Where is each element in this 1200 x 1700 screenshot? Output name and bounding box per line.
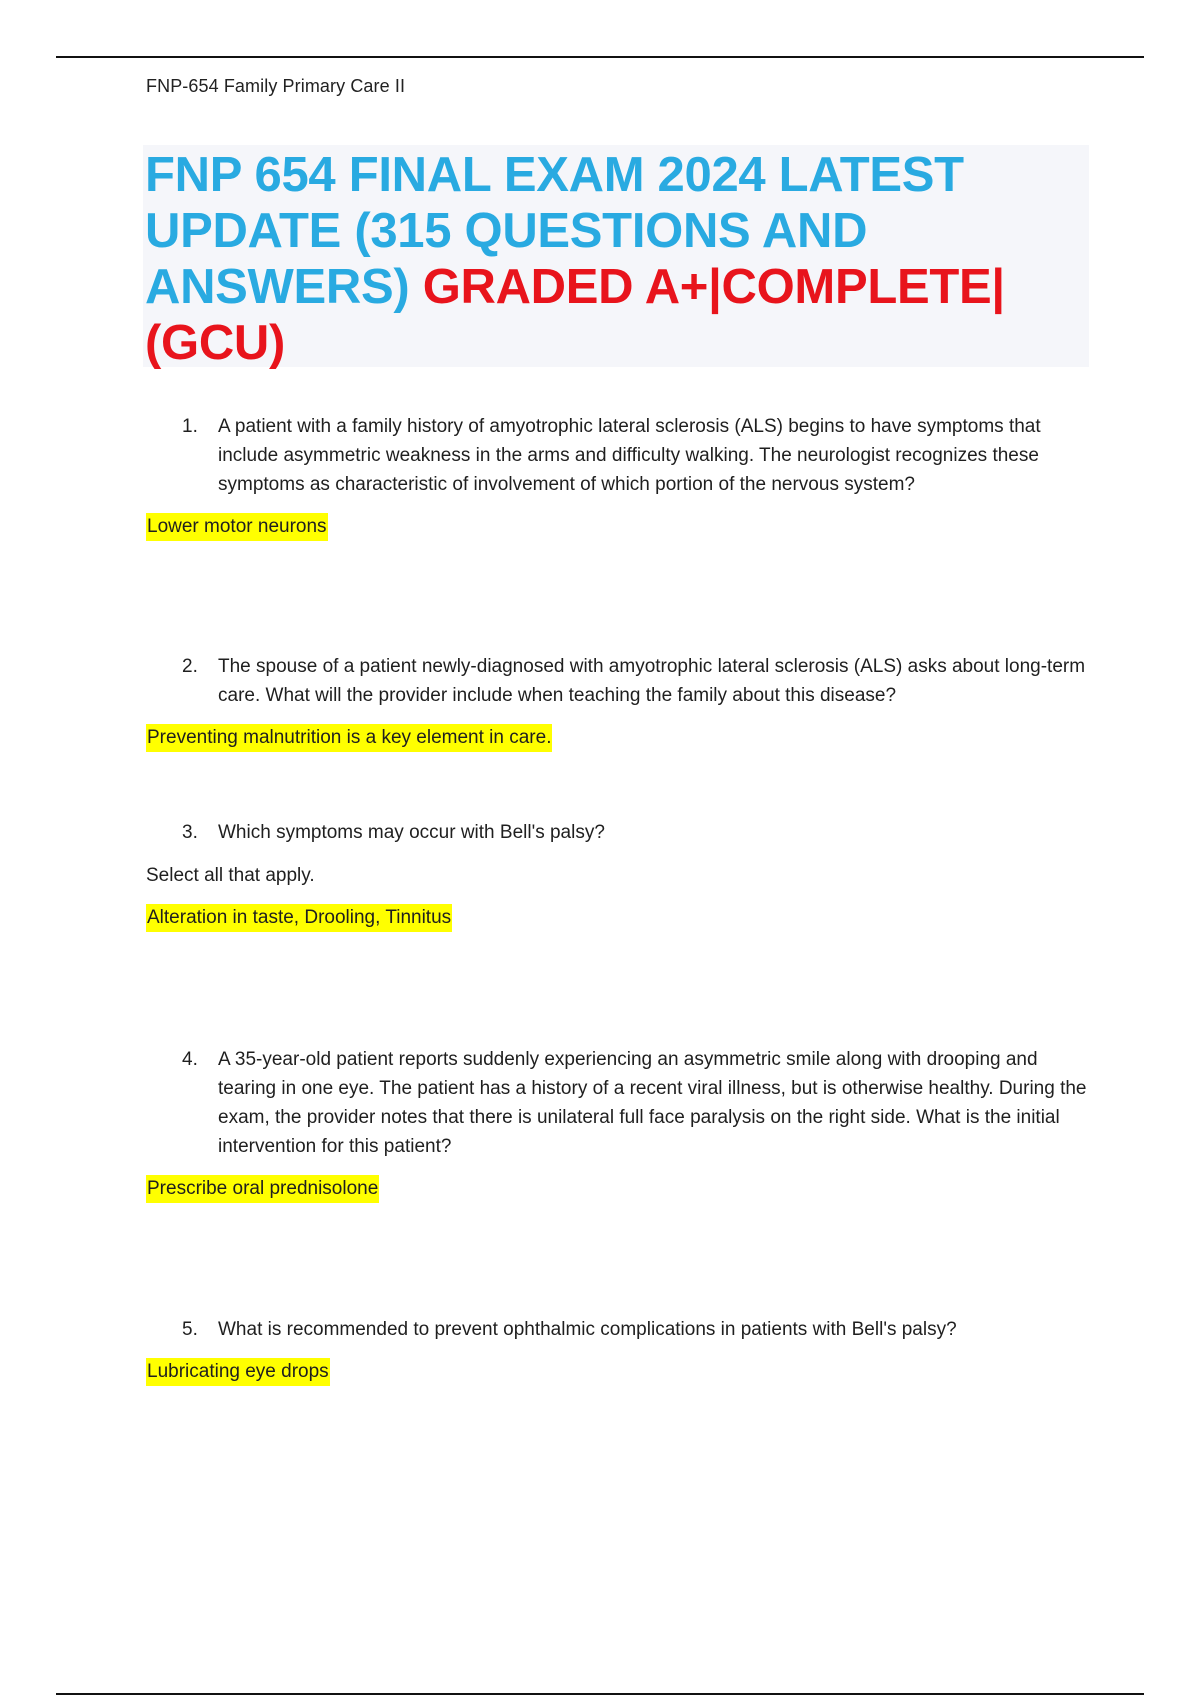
question-2 — [146, 652, 1096, 710]
answer-1: Lower motor neurons — [146, 513, 328, 541]
question-4 — [146, 1045, 1096, 1161]
question-block-2 — [146, 652, 1096, 752]
question-3 — [146, 818, 1096, 847]
question-number: 1. — [182, 416, 198, 437]
question-block-5 — [146, 1315, 1096, 1386]
top-rule — [56, 56, 1144, 58]
title-block — [143, 145, 1089, 370]
bottom-rule — [56, 1693, 1144, 1695]
question-block-4 — [146, 1045, 1096, 1203]
answer-3: Alteration in taste, Drooling, Tinnitus — [146, 904, 452, 932]
question-5 — [146, 1315, 1096, 1344]
answer-5: Lubricating eye drops — [146, 1358, 330, 1386]
question-1 — [146, 412, 1096, 499]
question-number: 3. — [182, 822, 198, 843]
question-text: Which symptoms may occur with Bell's palsy? — [218, 822, 605, 843]
question-number: 5. — [182, 1319, 198, 1340]
question-text: A patient with a family history of amyotrophic lateral sclerosis (ALS) begins to have symptoms that include asymmetric weakness in the arms and difficulty walking. The neurologist recognizes these symptoms as characteristic of involvement of which portion of the nervous system? — [218, 416, 1041, 495]
question-text: What is recommended to prevent ophthalmic complications in patients with Bell's palsy? — [218, 1319, 957, 1340]
title-red-part: GRADED A+|COMPLETE| (GCU) — [145, 260, 1005, 370]
question-text: A 35-year-old patient reports suddenly experiencing an asymmetric smile along with drooping and tearing in one eye. The patient has a history of a recent viral illness, but is otherwise healthy. During the exam, the provider notes that there is unilateral full face paralysis on the right side. What is the initial intervention for this patient? — [218, 1049, 1087, 1157]
question-number: 2. — [182, 656, 198, 677]
answer-4: Prescribe oral prednisolone — [146, 1175, 379, 1203]
answer-2: Preventing malnutrition is a key element in care. — [146, 724, 552, 752]
title-blue-part: FNP 654 FINAL EXAM 2024 LATEST UPDATE (315 QUESTIONS AND ANSWERS) — [145, 148, 964, 314]
question-block-3 — [146, 818, 1096, 932]
question-block-1 — [146, 412, 1096, 541]
question-text: The spouse of a patient newly-diagnosed with amyotrophic lateral sclerosis (ALS) asks about long-term care. What will the provider include when teaching the family about this disease? — [218, 656, 1086, 706]
question-3-instruction: Select all that apply. — [146, 865, 315, 886]
document-title — [143, 145, 1089, 371]
running-header: FNP-654 Family Primary Care II — [146, 76, 406, 96]
question-number: 4. — [182, 1049, 198, 1070]
